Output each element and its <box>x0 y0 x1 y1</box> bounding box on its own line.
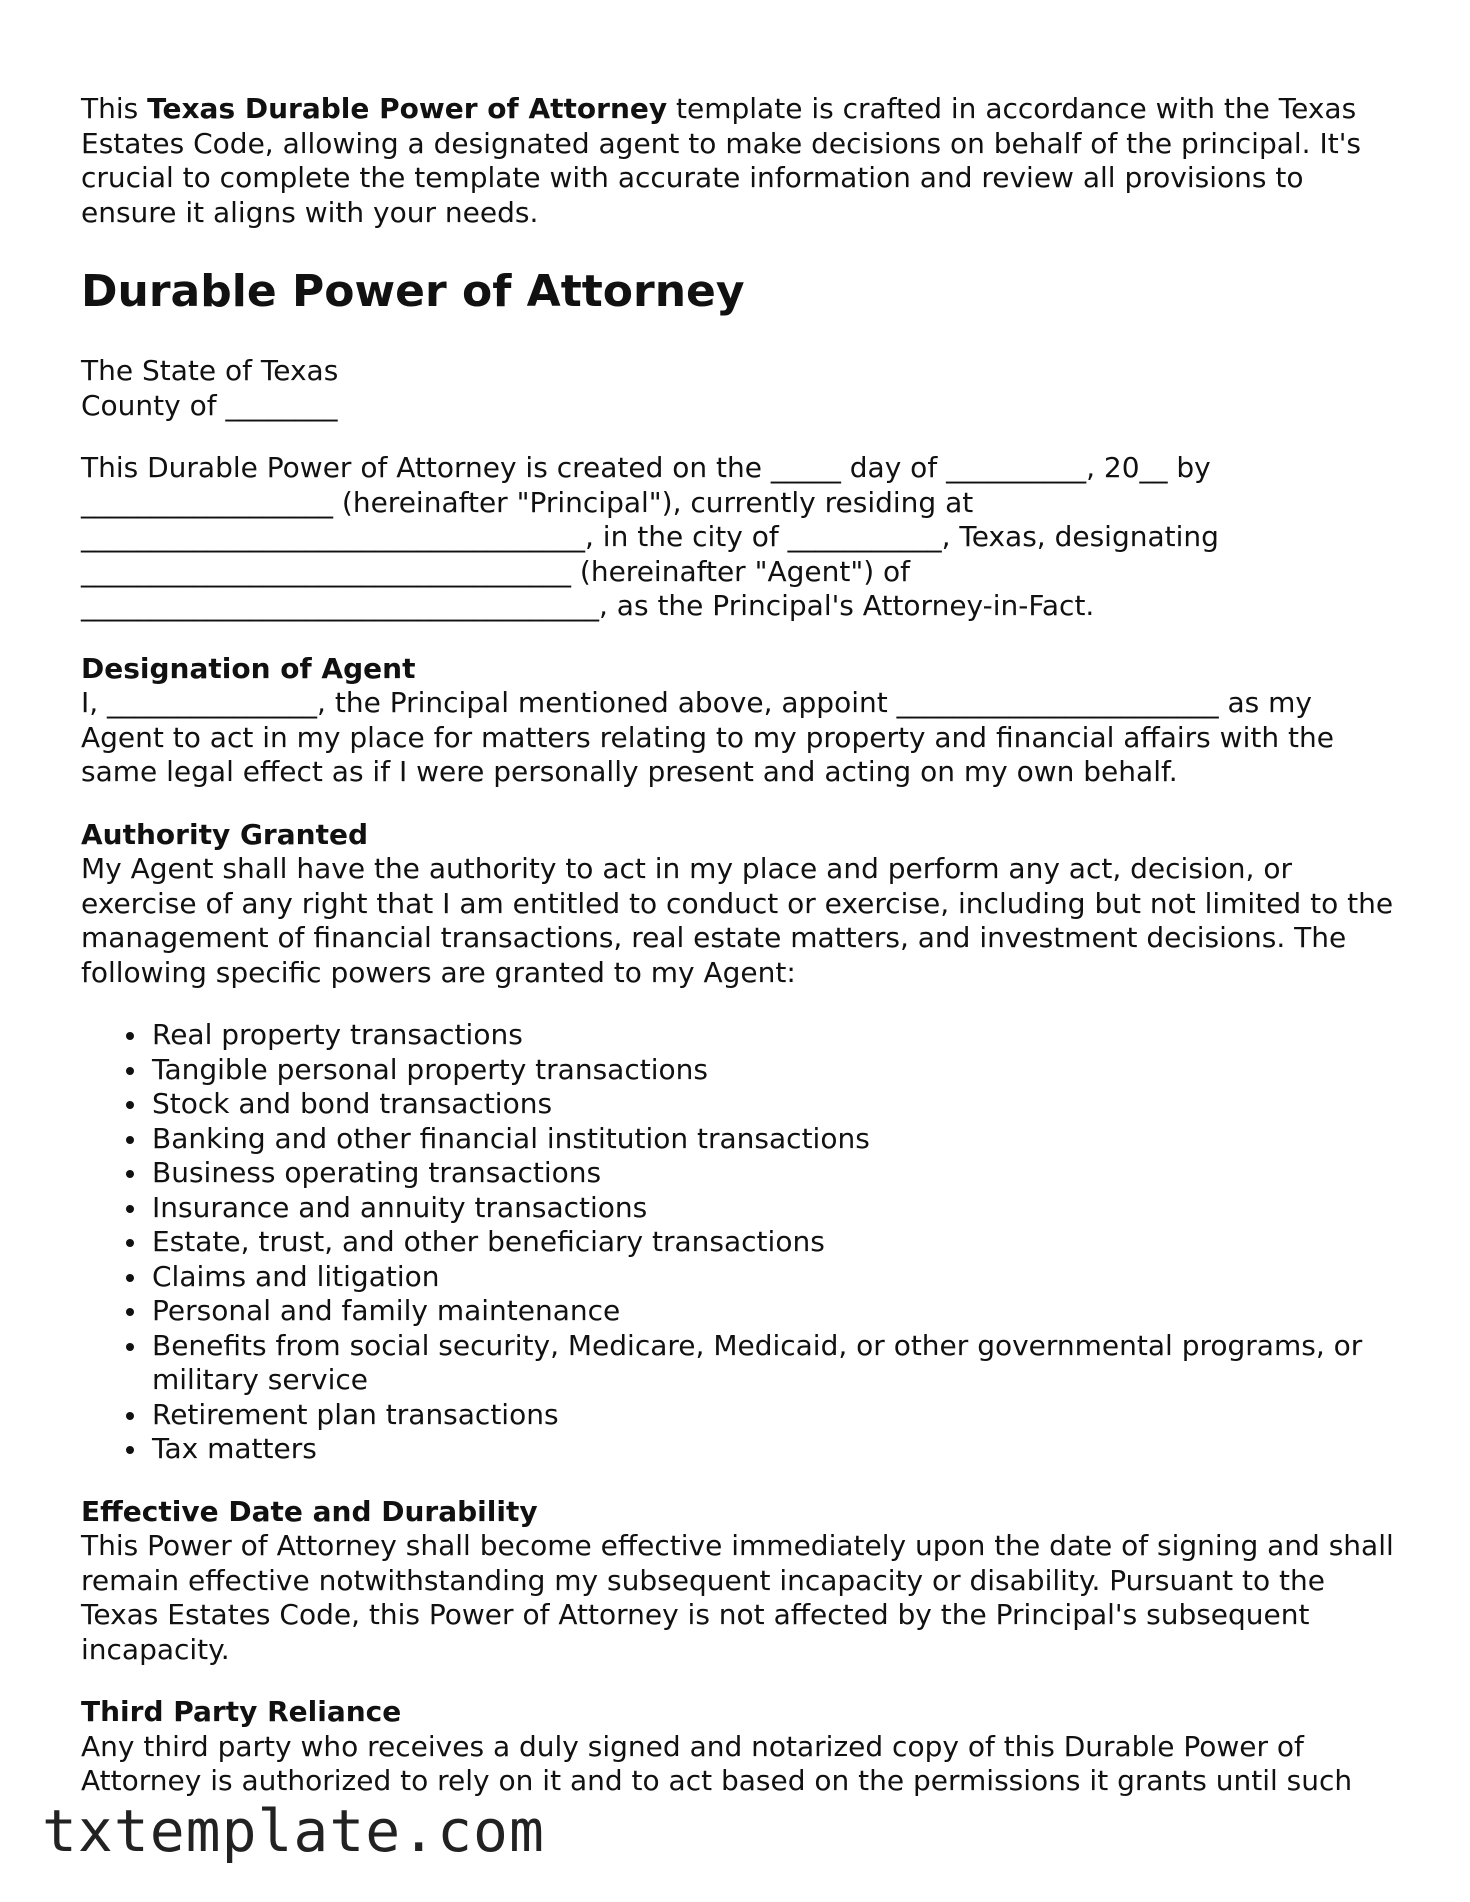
list-item: Business operating transactions <box>152 1156 1401 1191</box>
watermark: txtemplate.com <box>42 1797 545 1865</box>
section-body: My Agent shall have the authority to act in my place and perform any act, decision, or exercise of any right that I am entitled to conduct or exercise, including but not limited to the management of financial transactions, real estate matters, and investment decisions. The following specific powers are granted to my Agent: <box>81 852 1394 989</box>
list-item: Banking and other financial institution transactions <box>152 1122 1401 1157</box>
section-title: Effective Date and Durability <box>81 1494 538 1528</box>
jurisdiction-block <box>81 354 1401 423</box>
intro-paragraph <box>81 92 1401 230</box>
document-page <box>81 92 1401 1799</box>
list-item: Personal and family maintenance <box>152 1294 1401 1329</box>
section-title: Third Party Reliance <box>81 1695 402 1728</box>
list-item: Real property transactions <box>152 1018 1401 1053</box>
section-title: Designation of Agent <box>81 651 416 685</box>
section-third-party-reliance <box>81 1695 1401 1799</box>
section-body: I, _______________, the Principal mentioned above, appoint _______________________ as my Agent to act in my place for matters relating to my property and financial affairs with the same legal effect as if I were personally present and acting on my own behalf. <box>81 686 1334 788</box>
state-line: The State of Texas <box>81 354 339 387</box>
section-effective-date <box>81 1495 1401 1668</box>
list-item: Tangible personal property transactions <box>152 1053 1401 1088</box>
section-body: This Power of Attorney shall become effective immediately upon the date of signing and shall remain effective notwithstanding my subsequent incapacity or disability. Pursuant to the Texas Estates Code, this Power of Attorney is not affected by the Principal's subsequent incapacity. <box>81 1529 1394 1666</box>
intro-text-start: This <box>81 92 148 125</box>
list-item: Estate, trust, and other beneficiary transactions <box>152 1225 1401 1260</box>
document-title: Durable Power of Attorney <box>81 266 745 317</box>
list-item: Insurance and annuity transactions <box>152 1191 1401 1226</box>
list-item: Retirement plan transactions <box>152 1398 1401 1433</box>
list-item: Stock and bond transactions <box>152 1087 1401 1122</box>
powers-list <box>81 1018 1401 1467</box>
intro-bold-title: Texas Durable Power of Attorney <box>147 92 668 125</box>
section-title: Authority Granted <box>81 817 368 851</box>
county-line: County of ________ <box>81 388 338 422</box>
list-item: Tax matters <box>152 1432 1401 1467</box>
section-body: Any third party who receives a duly signed and notarized copy of this Durable Power of Attorney is authorized to rely on it and to act based on the permissions it grants until such <box>81 1729 1353 1797</box>
list-item: Claims and litigation <box>152 1260 1401 1295</box>
section-authority-granted <box>81 818 1401 1467</box>
list-item: Benefits from social security, Medicare, Medicaid, or other governmental programs, or military service <box>152 1329 1401 1398</box>
creation-paragraph: This Durable Power of Attorney is created on the _____ day of __________, 20__ by __________________ (hereinafter "Principal"), currently residing at ____________________________________, in the city of ___________, Texas, designating ___________________________________ (hereinafter "Agent") of _____________________________________, as the Principal's Attorney-in-Fact. <box>81 451 1219 622</box>
section-designation-of-agent <box>81 652 1401 790</box>
intro-text-end: template is crafted in accordance with the Texas Estates Code, allowing a designated agent to make decisions on behalf of the principal. It's crucial to complete the template with accurate information and review all provisions to ensure it aligns with your needs. <box>81 92 1361 229</box>
